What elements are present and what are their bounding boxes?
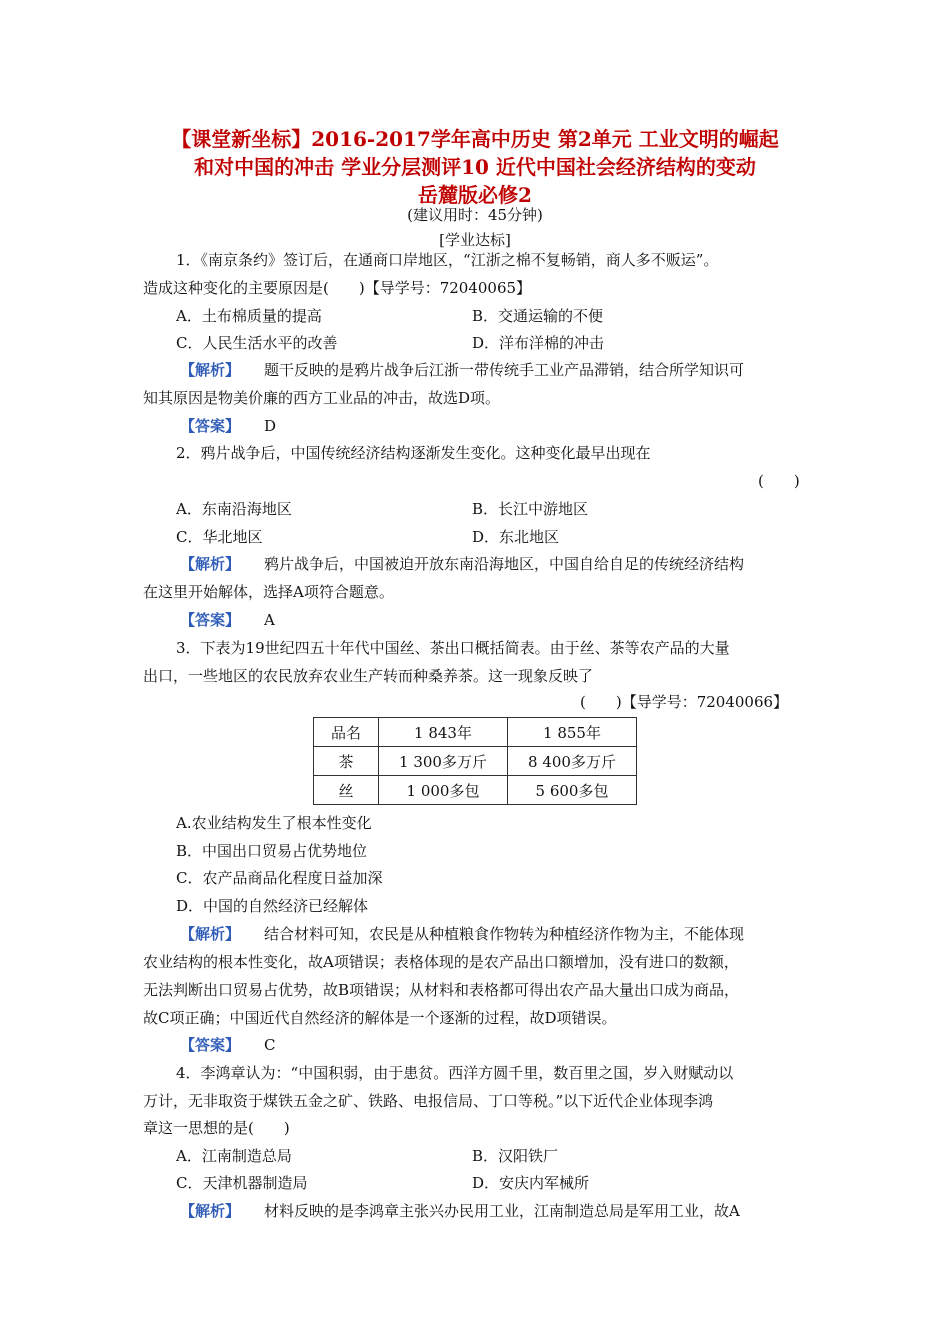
q2-option-d: D．东北地区 [472,528,560,546]
q1-analysis-line2: 知其原因是物美价廉的西方工业品的冲击，故选D项。 [143,389,501,407]
table-row [314,776,637,805]
q1-analysis-line1: 【解析】 题干反映的是鸦片战争后江浙一带传统手工业产品滞销，结合所学知识可 [180,361,745,379]
q3-analysis-line2: 农业结构的根本性变化，故A项错误；表格体现的是农产品出口额增加，没有进口的数额， [143,953,739,971]
q2-analysis-line2: 在这里开始解体，选择A项符合题意。 [143,583,394,601]
analysis-label: 【解析】 [180,925,241,943]
table-cell: 1 000多包 [379,776,508,805]
q2-option-c: C．华北地区 [176,528,263,546]
q3-answer-bracket: ( )【导学号：72040066】 [580,693,789,711]
analysis-label: 【解析】 [180,1202,241,1220]
table-header-cell: 品名 [314,718,379,747]
analysis-label: 【解析】 [180,555,241,573]
q1-option-a: A．土布棉质量的提高 [176,307,322,325]
q2-analysis-line1: 【解析】 鸦片战争后，中国被迫开放东南沿海地区，中国自给自足的传统经济结构 [180,555,745,573]
q1-option-d: D．洋布洋棉的冲击 [472,334,605,352]
q2-option-a: A．东南沿海地区 [176,500,292,518]
q1-option-c: C．人民生活水平的改善 [176,334,338,352]
q4-analysis-line1: 【解析】 材料反映的是李鸿章主张兴办民用工业，江南制造总局是军用工业，故A [180,1202,740,1220]
q3-option-d: D．中国的自然经济已经解体 [176,897,369,915]
q3-option-c: C．农产品商品化程度日益加深 [176,869,383,887]
q4-stem-line3: 章这一思想的是( ) [143,1119,290,1137]
table-header-cell: 1 855年 [508,718,637,747]
doc-title-line2: 和对中国的冲击 学业分层测评10 近代中国社会经济结构的变动 [194,155,756,179]
answer-label: 【答案】 [180,1036,241,1054]
q3-stem-line2: 出口，一些地区的农民放弃农业生产转而种桑养茶。这一现象反映了 [143,667,594,685]
answer-label: 【答案】 [180,417,241,435]
q1-stem-line1: 1．《南京条约》签订后，在通商口岸地区，“江浙之棉不复畅销，商人多不贩运”。 [176,251,719,269]
q3-analysis-line4: 故C项正确；中国近代自然经济的解体是一个逐渐的过程，故D项错误。 [143,1009,617,1027]
q1-stem-line2: 造成这种变化的主要原因是( )【导学号：72040065】 [143,279,532,297]
doc-title-line3: 岳麓版必修2 [418,183,532,207]
q4-option-b: B．汉阳铁厂 [472,1147,559,1165]
table-header-cell: 1 843年 [379,718,508,747]
doc-title-line1: 【课堂新坐标】2016-2017学年高中历史 第2单元 工业文明的崛起 [171,127,779,151]
q3-analysis-line3: 无法判断出口贸易占优势，故B项错误；从材料和表格都可得出农产品大量出口成为商品， [143,981,740,999]
table-header-row [314,718,637,747]
q2-answer: 【答案】 A [180,611,275,629]
table-row [314,747,637,776]
q2-option-b: B．长江中游地区 [472,500,589,518]
table-cell: 丝 [314,776,379,805]
q3-stem-line1: 3．下表为19世纪四五十年代中国丝、茶出口概括简表。由于丝、茶等农产品的大量 [176,639,730,657]
q3-option-b: B．中国出口贸易占优势地位 [176,842,368,860]
q4-stem-line2: 万计，无非取资于煤铁五金之矿、铁路、电报信局、丁口等税。”以下近代企业体现李鸿 [143,1092,714,1110]
q4-option-d: D．安庆内军械所 [472,1174,590,1192]
analysis-label: 【解析】 [180,361,241,379]
export-table [313,717,637,805]
table-cell: 8 400多万斤 [508,747,637,776]
section-heading: [学业达标] [439,231,511,249]
q1-answer: 【答案】 D [180,417,277,435]
q4-option-c: C．天津机器制造局 [176,1174,308,1192]
q3-answer: 【答案】 C [180,1036,276,1054]
answer-label: 【答案】 [180,611,241,629]
q1-option-b: B．交通运输的不便 [472,307,604,325]
q4-option-a: A．江南制造总局 [176,1147,292,1165]
q2-answer-bracket: ( ) [758,472,800,490]
table-cell: 茶 [314,747,379,776]
q2-stem-line1: 2．鸦片战争后，中国传统经济结构逐渐发生变化。这种变化最早出现在 [176,444,651,462]
table-cell: 1 300多万斤 [379,747,508,776]
q4-stem-line1: 4．李鸿章认为：“中国积弱，由于患贫。西洋方圆千里，数百里之国，岁入财赋动以 [176,1064,734,1082]
table-cell: 5 600多包 [508,776,637,805]
time-hint: (建议用时：45分钟) [407,206,543,224]
q3-analysis-line1: 【解析】 结合材料可知，农民是从种植粮食作物转为种植经济作物为主，不能体现 [180,925,745,943]
q3-option-a: A.农业结构发生了根本性变化 [176,814,372,832]
